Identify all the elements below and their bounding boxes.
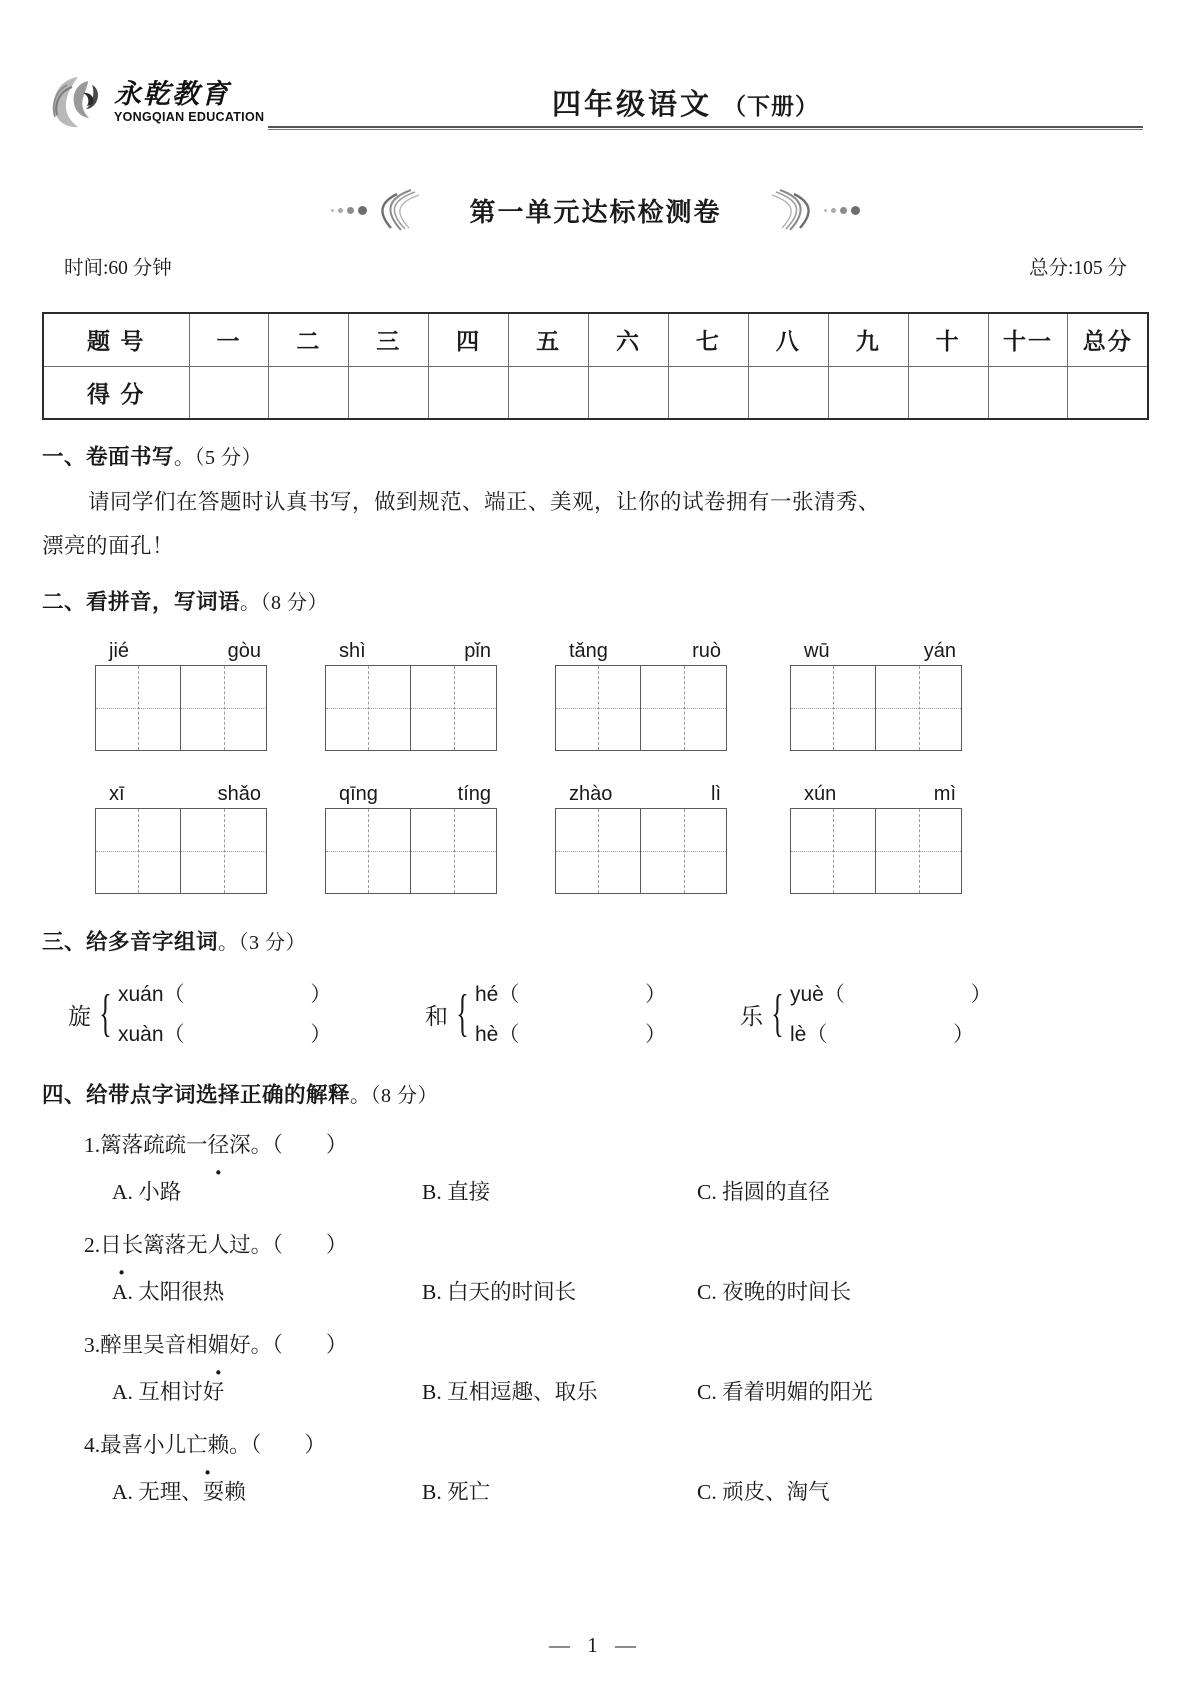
question-3-number: 3.: [84, 1333, 101, 1357]
ornament-swoosh-right-icon: [768, 188, 824, 232]
reading-label: hè（: [474, 1022, 520, 1046]
section-1-paragraph-line2: 漂亮的面孔！: [42, 534, 175, 558]
option-b[interactable]: B. 直接: [422, 1180, 491, 1204]
brace-icon: {: [99, 985, 112, 1043]
col-head-total: 总分: [1068, 313, 1148, 366]
table-row-scores: [43, 366, 1148, 419]
question-4-dotted-word: 亡赖: [186, 1433, 230, 1457]
brand-logo: [48, 71, 288, 133]
question-2-text-after[interactable]: 篱落无人过。（ ）: [143, 1233, 348, 1257]
section-4-title: 四、给带点字词选择正确的解释: [42, 1083, 351, 1107]
ornament-right: [768, 188, 860, 232]
polyphone-readings: [475, 975, 666, 1055]
question-4-number: 4.: [84, 1433, 101, 1457]
polyphone-reading-bottom[interactable]: [118, 1015, 331, 1055]
pinyin-syllable: gòu: [227, 640, 261, 662]
pinyin-group-2: [325, 640, 505, 751]
section-4-points: 。（8 分）: [350, 1085, 439, 1107]
ornament-dots-right-icon: [824, 206, 860, 215]
char-grid[interactable]: [325, 808, 505, 894]
answer-blank[interactable]: ）: [953, 1022, 975, 1046]
reading-label: xuàn（: [117, 1022, 185, 1046]
char-cell[interactable]: [95, 665, 181, 751]
polyphone-reading-bottom[interactable]: [790, 1015, 992, 1055]
pinyin-group-1: [95, 640, 275, 751]
total-score-label: 总分:105 分: [1028, 258, 1127, 279]
ornament-left: [331, 188, 423, 232]
question-3-text-after[interactable]: 。（ ）: [250, 1333, 348, 1357]
exam-meta: [64, 252, 1127, 280]
polyphone-reading-top[interactable]: [790, 975, 992, 1015]
pinyin-syllable: xún: [804, 783, 837, 805]
answer-blank[interactable]: ）: [310, 1022, 332, 1046]
question-2-options: [112, 1275, 851, 1306]
reading-label: hé（: [474, 983, 520, 1006]
header-divider: [268, 126, 1143, 130]
score-cell-3[interactable]: [349, 366, 429, 419]
question-4-options: [112, 1475, 830, 1506]
option-c[interactable]: C. 顽皮、淘气: [697, 1480, 830, 1504]
pinyin-group-6: [325, 783, 505, 894]
score-cell-1[interactable]: [189, 366, 269, 419]
char-cell[interactable]: [181, 808, 267, 894]
col-head-6: 六: [589, 313, 669, 366]
polyphone-item-le: [740, 975, 992, 1055]
option-c[interactable]: C. 夜晚的时间长: [697, 1280, 852, 1304]
pinyin-labels-5: [95, 783, 275, 806]
pinyin-syllable: pǐn: [464, 640, 491, 662]
polyphone-readings: [790, 975, 992, 1055]
pinyin-labels-2: [325, 640, 505, 663]
section-2-heading: [42, 585, 328, 616]
score-cell-5[interactable]: [509, 366, 589, 419]
pinyin-syllable: tíng: [457, 783, 491, 805]
col-head-10: 十: [908, 313, 988, 366]
char-grid[interactable]: [95, 665, 275, 751]
pinyin-syllable: qīng: [339, 783, 378, 805]
col-head-3: 三: [349, 313, 429, 366]
char-cell[interactable]: [181, 665, 267, 751]
exam-title: 第一单元达标检测卷: [469, 196, 722, 227]
score-cell-7[interactable]: [668, 366, 748, 419]
col-head-2: 二: [269, 313, 349, 366]
char-cell[interactable]: [555, 665, 641, 751]
pinyin-labels-4: [790, 640, 970, 663]
score-cell-total[interactable]: [1068, 366, 1148, 419]
logo-chinese-name: 永乾教育: [114, 78, 230, 109]
pinyin-labels-7: [555, 783, 735, 806]
col-head-4: 四: [429, 313, 509, 366]
question-3-text-before: 醉里吴音: [100, 1333, 187, 1357]
char-cell[interactable]: [790, 665, 876, 751]
section-1-paragraph-line1: 请同学们在答题时认真书写，做到规范、端正、美观，让你的试卷拥有一张清秀、: [88, 490, 881, 514]
score-table: [42, 312, 1149, 420]
section-4-heading: [42, 1078, 438, 1109]
col-head-9: 九: [828, 313, 908, 366]
polyphone-item-xuan: [68, 975, 331, 1055]
polyphone-readings: [118, 975, 331, 1055]
page-header: [48, 62, 1143, 142]
time-limit-label: 时间:60 分钟: [64, 258, 172, 279]
polyphone-reading-bottom[interactable]: [475, 1015, 666, 1055]
polyphone-item-he: [425, 975, 666, 1055]
option-c[interactable]: C. 看着明媚的阳光: [697, 1380, 873, 1404]
char-grid[interactable]: [790, 808, 970, 894]
question-2-number: 2.: [84, 1233, 101, 1257]
section-1-title: 一、卷面书写: [42, 445, 175, 469]
option-a[interactable]: A. 互相讨好: [112, 1380, 225, 1404]
section-3-heading: [42, 925, 306, 956]
ornament-swoosh-left-icon: [367, 188, 423, 232]
reading-label: xuán（: [117, 983, 185, 1006]
brace-icon: {: [456, 985, 469, 1043]
section-2-points: 。（8 分）: [240, 592, 329, 614]
paper-title-row: [0, 186, 1191, 234]
char-grid[interactable]: [555, 808, 735, 894]
pinyin-syllable: shǎo: [217, 783, 261, 805]
question-1-text-after[interactable]: 深。（ ）: [229, 1133, 348, 1157]
question-1-dotted-word: 径: [207, 1133, 230, 1157]
page-title: [288, 82, 1143, 123]
char-cell[interactable]: [641, 665, 727, 751]
option-a[interactable]: A. 太阳很热: [112, 1280, 225, 1304]
polyphone-character: 和: [425, 1004, 448, 1030]
char-cell[interactable]: [555, 808, 641, 894]
option-a[interactable]: A. 小路: [112, 1180, 182, 1204]
pinyin-labels-8: [790, 783, 970, 806]
pinyin-labels-6: [325, 783, 505, 806]
score-cell-8[interactable]: [748, 366, 828, 419]
section-1-heading: [42, 440, 262, 471]
char-cell[interactable]: [641, 808, 727, 894]
pinyin-syllable: shì: [339, 640, 366, 662]
pinyin-syllable: lì: [711, 783, 721, 805]
question-1-stem: [84, 1128, 347, 1159]
section-2-title: 二、看拼音，写词语: [42, 590, 241, 614]
char-cell[interactable]: [95, 808, 181, 894]
polyphone-reading-top[interactable]: [475, 975, 666, 1015]
pinyin-syllable: yán: [923, 640, 956, 662]
pinyin-group-8: [790, 783, 970, 894]
col-head-11: 十一: [988, 313, 1068, 366]
page-footer: — 1 —: [549, 1633, 642, 1657]
answer-blank[interactable]: ）: [310, 983, 332, 1006]
pinyin-group-5: [95, 783, 275, 894]
pinyin-syllable: mì: [933, 783, 956, 805]
question-4-text-after[interactable]: 。（ ）: [229, 1433, 326, 1457]
question-2-dotted-word: 日长: [100, 1233, 144, 1257]
char-grid[interactable]: [790, 665, 970, 751]
pinyin-group-4: [790, 640, 970, 751]
char-cell[interactable]: [411, 665, 497, 751]
char-grid[interactable]: [555, 665, 735, 751]
reading-label: lè（: [789, 1022, 828, 1046]
char-cell[interactable]: [876, 665, 962, 751]
col-head-8: 八: [748, 313, 828, 366]
score-cell-6[interactable]: [589, 366, 669, 419]
polyphone-character: 乐: [740, 1004, 763, 1030]
phoenix-logo-icon: [48, 71, 110, 133]
pinyin-syllable: tǎng: [569, 640, 608, 662]
score-cell-4[interactable]: [429, 366, 509, 419]
logo-english-name: YONGQIAN EDUCATION: [114, 109, 265, 124]
char-cell[interactable]: [325, 665, 411, 751]
option-b[interactable]: B. 互相逗趣、取乐: [422, 1380, 598, 1404]
question-3-dotted-word: 相媚好: [186, 1333, 251, 1357]
option-b[interactable]: B. 死亡: [422, 1480, 491, 1504]
row-label-question-number: 题 号: [43, 313, 189, 366]
question-3-stem: [84, 1328, 347, 1359]
question-2-stem: [84, 1228, 347, 1259]
polyphone-reading-top[interactable]: [118, 975, 331, 1015]
subject-grade-label: 四年级语文: [551, 88, 712, 121]
section-3-points: 。（3 分）: [218, 932, 307, 954]
pinyin-syllable: zhào: [569, 783, 613, 805]
question-1-options: [112, 1175, 830, 1206]
pinyin-syllable: ruò: [692, 640, 721, 662]
table-row-question-numbers: [43, 313, 1148, 366]
ornament-dots-left-icon: [331, 206, 367, 215]
section-1-points: 。（5 分）: [174, 447, 263, 469]
option-a[interactable]: A. 无理、耍赖: [112, 1480, 246, 1504]
answer-blank[interactable]: ）: [970, 983, 992, 1006]
char-cell[interactable]: [790, 808, 876, 894]
answer-blank[interactable]: ）: [645, 983, 667, 1006]
brace-icon: {: [771, 985, 784, 1043]
option-b[interactable]: B. 白天的时间长: [422, 1280, 577, 1304]
reading-label: yuè（: [789, 983, 845, 1006]
char-cell[interactable]: [325, 808, 411, 894]
col-head-7: 七: [668, 313, 748, 366]
pinyin-syllable: jié: [109, 640, 130, 662]
char-grid[interactable]: [325, 665, 505, 751]
pinyin-labels-1: [95, 640, 275, 663]
col-head-5: 五: [509, 313, 589, 366]
pinyin-labels-3: [555, 640, 735, 663]
question-1-text-before: 篱落疏疏一: [100, 1133, 208, 1157]
question-1-number: 1.: [84, 1133, 101, 1157]
row-label-score: 得 分: [43, 366, 189, 419]
score-cell-11[interactable]: [988, 366, 1068, 419]
score-cell-2[interactable]: [269, 366, 349, 419]
section-3-title: 三、给多音字组词: [42, 930, 219, 954]
char-grid[interactable]: [95, 808, 275, 894]
question-4-stem: [84, 1428, 326, 1459]
pinyin-syllable: xī: [109, 783, 125, 805]
pinyin-syllable: wū: [804, 640, 830, 662]
question-3-options: [112, 1375, 873, 1406]
pinyin-group-7: [555, 783, 735, 894]
volume-label: （下册）: [723, 92, 820, 119]
score-cell-9[interactable]: [828, 366, 908, 419]
polyphone-character: 旋: [68, 1004, 91, 1030]
option-c[interactable]: C. 指圆的直径: [697, 1180, 830, 1204]
char-cell[interactable]: [876, 808, 962, 894]
char-cell[interactable]: [411, 808, 497, 894]
col-head-1: 一: [189, 313, 269, 366]
answer-blank[interactable]: ）: [645, 1022, 667, 1046]
score-cell-10[interactable]: [908, 366, 988, 419]
question-4-text-before: 最喜小儿: [100, 1433, 187, 1457]
pinyin-group-3: [555, 640, 735, 751]
